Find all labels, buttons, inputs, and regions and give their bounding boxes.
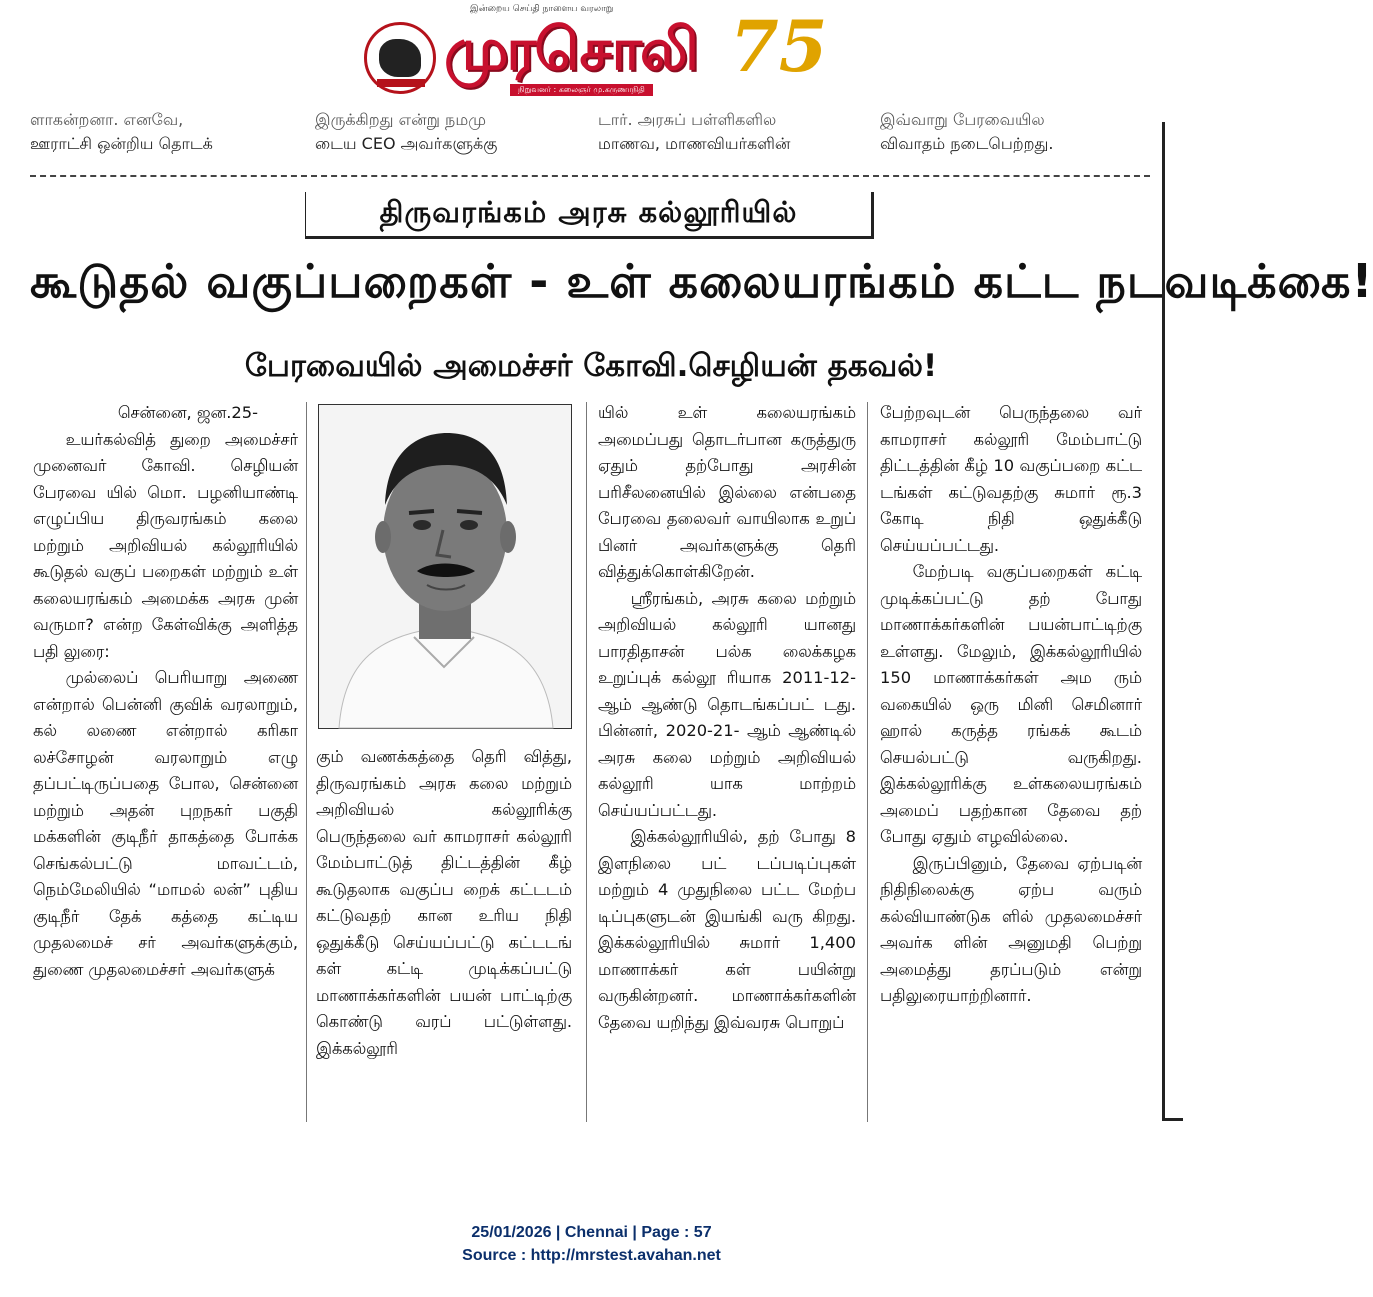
previous-article-fragment (30, 110, 1160, 170)
dateline: சென்னை, ஜன.25- (117, 403, 258, 422)
article-subheadline: பேரவையில் அமைச்சர் கோவி.செழியன் தகவல்! (244, 348, 938, 384)
prev-col-4 (880, 110, 1150, 156)
prev-line: இருக்கிறது என்று நமமு (315, 110, 486, 129)
footer-date-page: 25/01/2026 | Chennai | Page : 57 (471, 1224, 712, 1241)
party-seal-logo (364, 22, 436, 94)
paragraph: கும் வணக்கத்தை தெரி வித்து, திருவரங்கம் அரசு கலை மற்றும் அறிவியல் கல்லூரிக்கு பெருந்தலை வர் காமராசர் கல்லூரி மேம்பாட்டுத் திட்டத்தின் கீழ் கூடுதலாக வகுப்ப றைக் கட்டடம் கட்டுவதற் கான உரிய நிதி ஒதுக்கீடு செய்யப்பட்டு கட்டடங் கள் கட்டி முடிக்கப்பட்டு மாணாக்கர்களின் பயன் பாட்டிற்கு கொண்டு வரப் பட்டுள்ளது. இக்கல்லூரி (316, 747, 572, 1058)
prev-line: இவ்வாறு பேரவையில (880, 110, 1045, 129)
column-rule (586, 402, 587, 1122)
paragraph: பேற்றவுடன் பெருந்தலை வர் காமராசர் கல்லூரி மேம்பாட்டு திட்டத்தின் கீழ் 10 வகுப்பறை கட்ட டங்கள் கட்டுவதற்கு சுமார் ரூ.3 கோடி நிதி ஒதுக்கீடு செய்யப்பட்டது. (880, 403, 1142, 555)
masthead-founder: நிறுவனர் : கலைஞர் மு.கருணாநிதி (510, 84, 653, 96)
prev-line: விவாதம் நடைபெற்றது. (880, 134, 1054, 153)
prev-col-3 (598, 110, 863, 156)
adjacent-article-border (1162, 1118, 1183, 1121)
article-divider (30, 175, 1150, 177)
column-rule (306, 402, 307, 1122)
article-column-3 (598, 400, 856, 1036)
paragraph: மேற்படி வகுப்பறைகள் கட்டி முடிக்கப்பட்டு தற் போது மாணாக்கர்களின் பயன்பாட்டிற்கு உள்ளது. மேலும், இக்கல்லூரியில் 150 மாணாக்கர்கள் அம ரும் வகையில் ஒரு மினி செமினார் ஹால் கருத்த ரங்கக் கூடம் செயல்பட்டு வருகிறது. இக்கல்லூரிக்கு உள்கலையரங்கம் அமைப் பதற்கான தேவை தற் போது ஏதும் எழவில்லை. (880, 562, 1142, 846)
paragraph: யில் உள் கலையரங்கம் அமைப்பது தொடர்பான கருத்துரு ஏதும் தற்போது அரசின் பரிசீலனையில் இல்லை என்பதை பேரவை தலைவர் வாயிலாக உறுப் பினர் அவர்களுக்கு தெரி வித்துக்கொள்கிறேன். (598, 403, 856, 581)
paragraph: உயர்கல்வித் துறை அமைச்சர் முனைவர் கோவி. செழியன் பேரவை யில் மொ. பழனியாண்டி எழுப்பிய திருவரங்கம் கலை மற்றும் அறிவியல் கல்லூரியில் கூடுதல் வகுப் பறைகள் மற்றும் உள் கலையரங்கம் அமைக்க அரசு முன் வருமா? என்ற கேள்விக்கு அளித்த பதி லுரை: (33, 429, 298, 661)
column-rule (867, 402, 868, 1122)
paragraph: இக்கல்லூரியில், தற் போது 8 இளநிலை பட் டப்படிப்புகள் மற்றும் 4 முதுநிலை பட்ட மேற்ப டிப்புகளுடன் இயங்கி வரு கிறது. இக்கல்லூரியில் சுமார் 1,400 மாணாக்கர் கள் பயின்று வருகின்றனர். மாணாக்கர்களின் தேவை யறிந்து இவ்வரசு பொறுப் (598, 827, 856, 1032)
paragraph: ஸ்ரீரங்கம், அரசு கலை மற்றும் அறிவியல் கல்லூரி யானது பாரதிதாசன் பல்க லைக்கழக உறுப்புக் கல்லூ ரியாக 2011-12-ஆம் ஆண்டு தொடங்கப்பட் டது. பின்னர், 2020-21- ஆம் ஆண்டில் அரசு கலை மற்றும் அறிவியல் கல்லூரி யாக மாற்றம் செய்யப்பட்டது. (598, 588, 856, 820)
prev-line: ஊராட்சி ஒன்றிய தொடக் (30, 134, 213, 153)
article-column-2 (316, 744, 572, 1062)
prev-line: மாணவ, மாணவியர்களின் (598, 134, 791, 153)
footer-source: Source : http://mrstest.avahan.net (462, 1247, 721, 1264)
masthead (360, 4, 828, 104)
prev-line: ளாகன்றனா. எனவே, (30, 110, 184, 129)
prev-line: டார். அரசுப் பள்ளிகளில (598, 110, 777, 129)
article-column-4 (880, 400, 1142, 1010)
portrait-image (319, 405, 571, 728)
anniversary-badge: 75 (730, 5, 828, 88)
masthead-tagline: இன்றைய செய்தி நாளைய வரலாறு (470, 4, 614, 14)
minister-photo (318, 404, 572, 729)
prev-col-1 (30, 110, 295, 156)
newspaper-logo: முரசொலி (444, 15, 697, 83)
adjacent-article-border (1162, 122, 1165, 1120)
prev-col-2 (315, 110, 580, 156)
article-headline: கூடுதல் வகுப்பறைகள் - உள் கலையரங்கம் கட்ட நடவடிக்கை! (30, 254, 1373, 308)
article-column-1 (33, 400, 298, 983)
paragraph: முல்லைப் பெரியாறு அணை என்றால் பென்னி குவிக் வரலாறும், கல் லணை என்றால் கரிகா லச்சோழன் வரலாறும் எழு தப்பட்டிருப்பதை போல, சென்னை மற்றும் அதன் புறநகர் பகுதி மக்களின் குடிநீர் தாகத்தை போக்க செங்கல்பட்டு மாவட்டம், நெம்மேலியில் “மாமல் லன்” புதிய குடிநீர் தேக் கத்தை கட்டிய முதலமைச் சர் அவர்களுக்கும், துணை முதலமைச்சர் அவர்களுக் (33, 668, 298, 979)
paragraph: இருப்பினும், தேவை ஏற்படின் நிதிநிலைக்கு ஏற்ப வரும் கல்வியாண்டுக ளில் முதலமைச்சர் அவர்க ளின் அனுமதி பெற்று அமைத்து தரப்படும் என்று பதிலுரையாற்றினார். (880, 853, 1142, 1005)
article-kicker: திருவரங்கம் அரசு கல்லூரியில் (305, 192, 874, 239)
prev-line: டைய CEO அவர்களுக்கு (315, 134, 498, 153)
